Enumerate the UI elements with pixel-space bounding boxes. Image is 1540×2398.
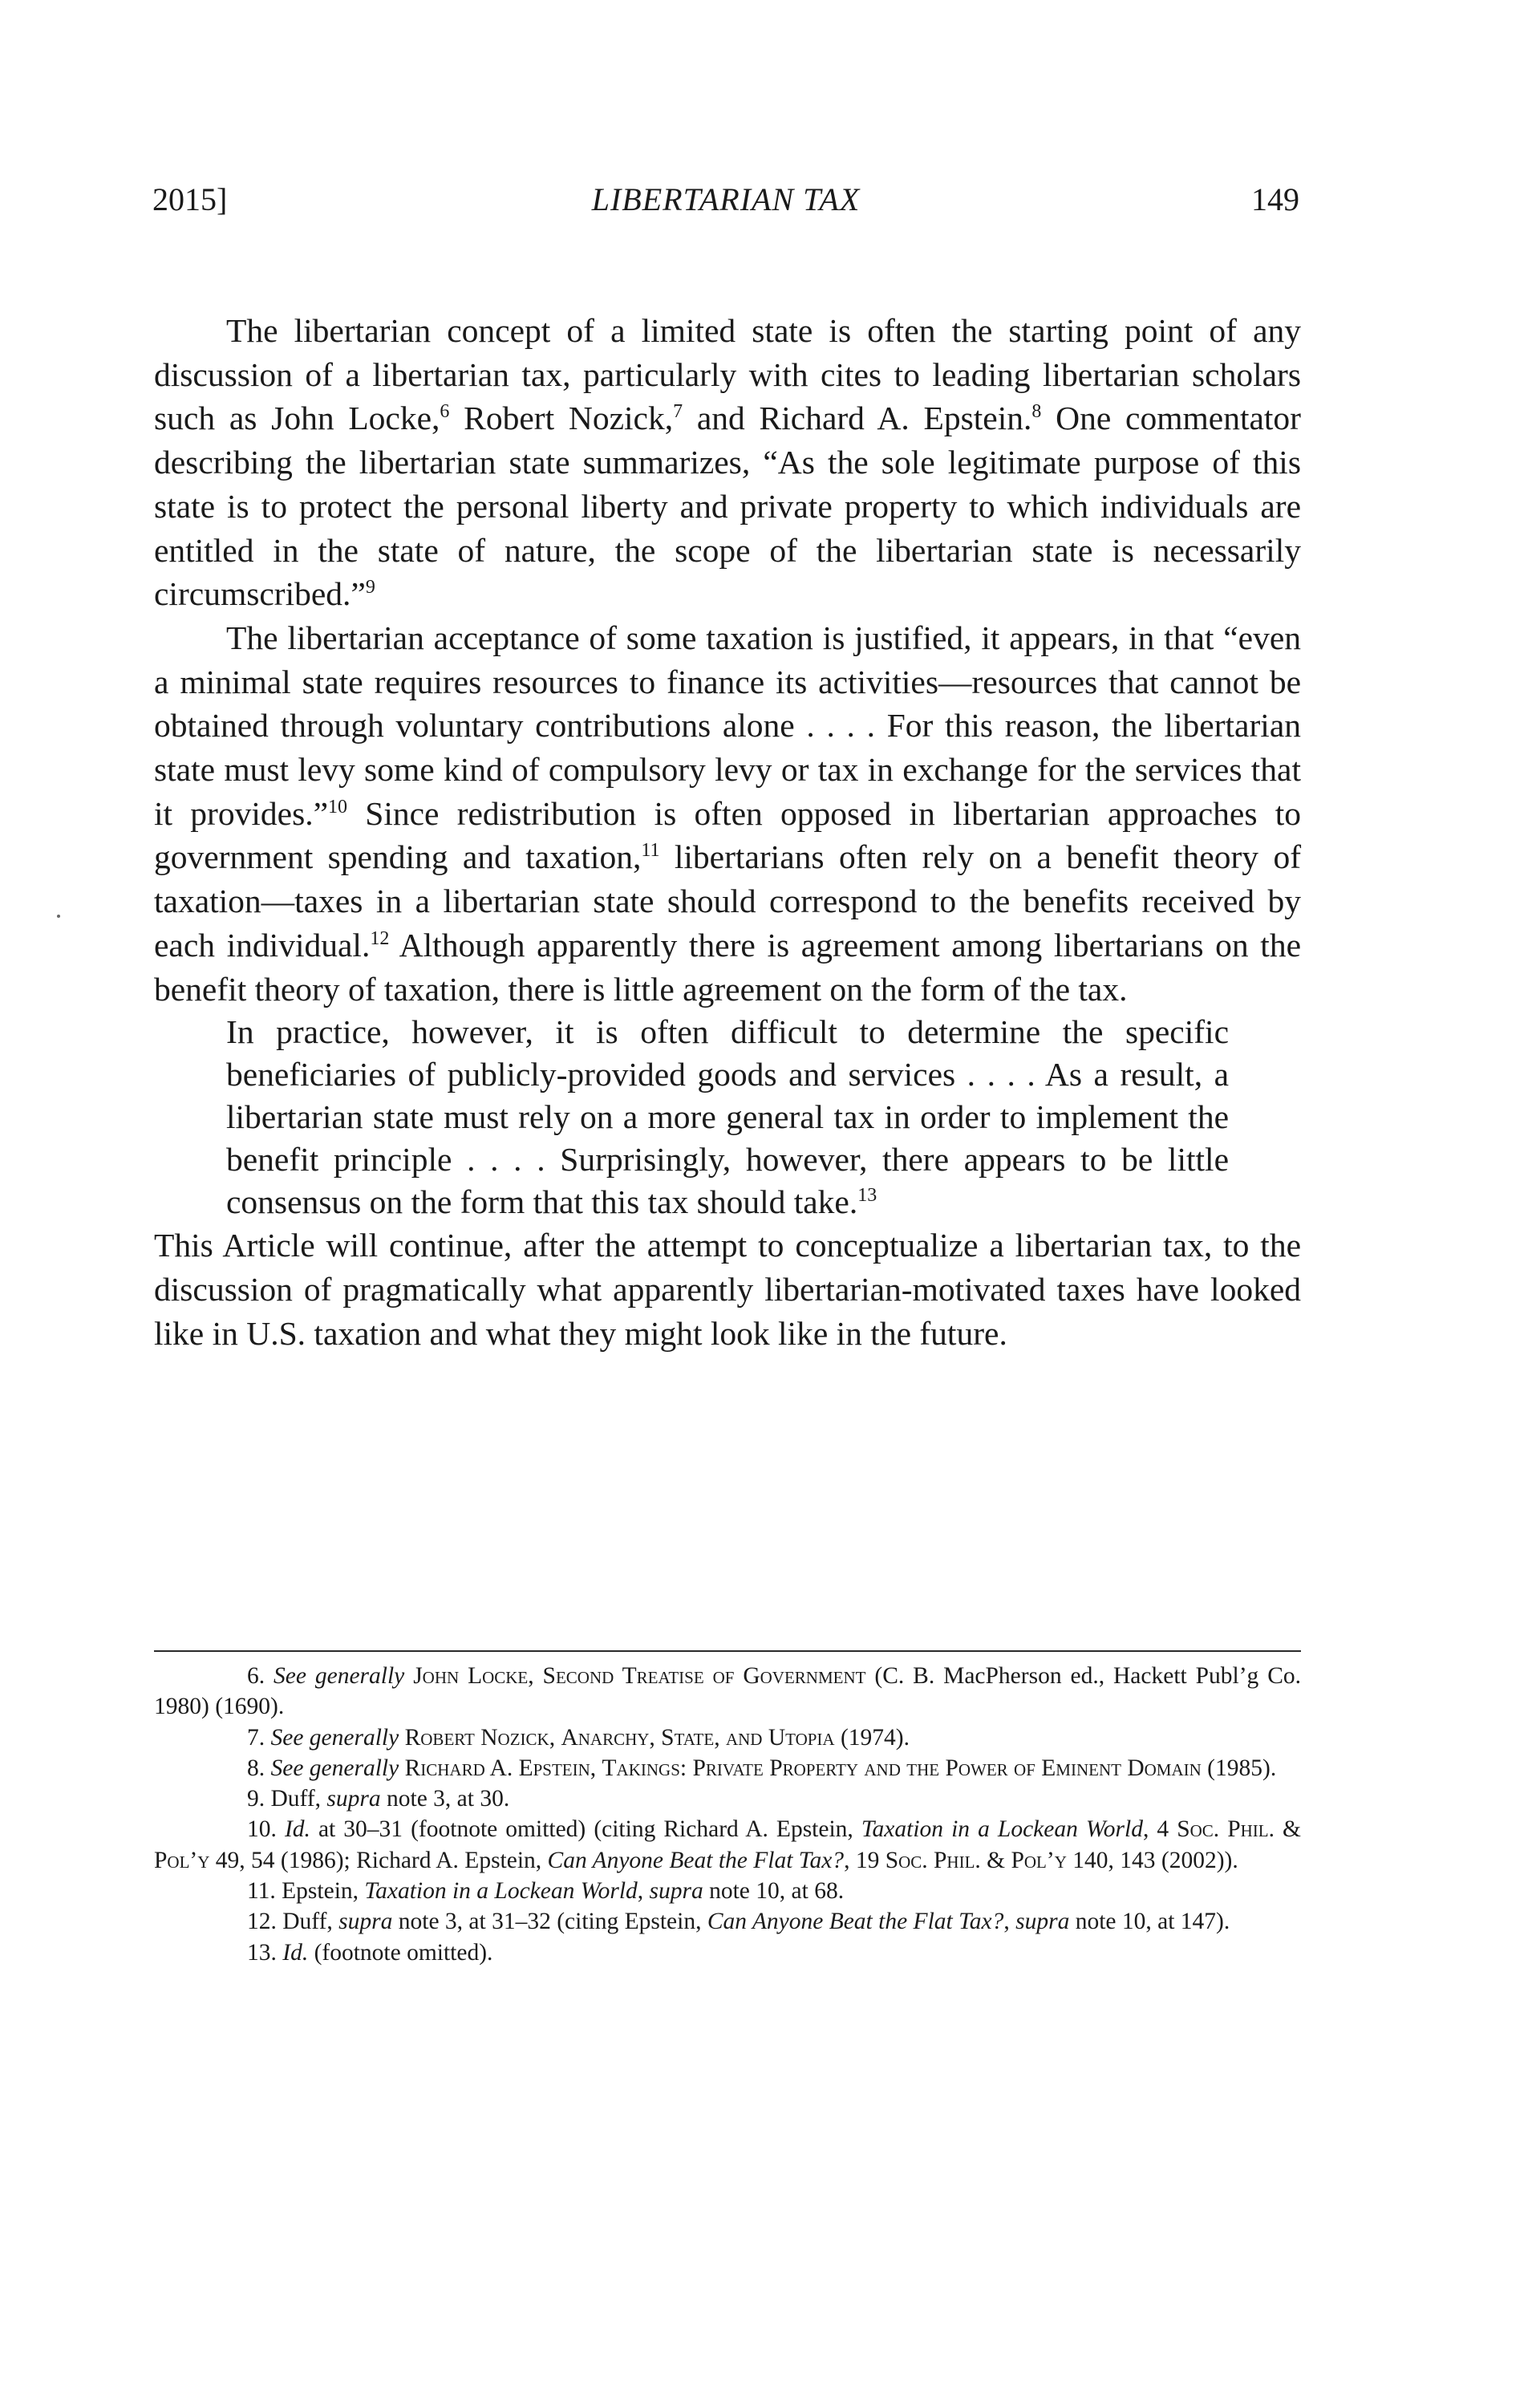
scan-speck (57, 915, 60, 918)
footnote-12: 12. Duff, supra note 3, at 31–32 (citing Epstein, Can Anyone Beat the Flat Tax?, supra note 10, at 147). (247, 1909, 1230, 1935)
footnote-ref-9[interactable]: 9 (365, 577, 375, 598)
footnote-separator (154, 1650, 1301, 1652)
footnote-ref-8[interactable]: 8 (1031, 401, 1042, 423)
footnotes (154, 1661, 1301, 1968)
main-text (154, 309, 1301, 1355)
paragraph-2: The libertarian acceptance of some taxation is justified, it appears, in that “even a minimal state requires resources to finance its activities—resources that cannot be obtained through voluntary contributions alone . . . . For this reason, the libertarian state must levy some kind of compulsory levy or tax in exchange for the services that it provides.”$^{10}$ Since redistribution is often opposed in libertarian approaches to government spending and taxation,$^{11}$ libertarians often rely on a benefit theory of taxation—taxes in a libertarian state should correspond to the benefits received by each individual.$^{12}$ Although apparently there is agreement among libertarians on the benefit theory of taxation, there is little agreement on the form of the tax. (154, 619, 1302, 1008)
header-title: LIBERTARIAN TAX (591, 181, 861, 217)
footnote-ref-10[interactable]: 10 (328, 796, 348, 818)
footnote-11: 11. Epstein, Taxation in a Lockean World, supra note 10, at 68. (247, 1878, 845, 1905)
page-number: 149 (1251, 181, 1299, 217)
footnote-7: 7. See generally Robert Nozick, Anarchy, State, and Utopia (1974). (247, 1724, 910, 1751)
footnote-ref-6[interactable]: 6 (440, 401, 450, 423)
paragraph-1: The libertarian concept of a limited state is often the starting point of any discussion of a libertarian tax, particularly with cites to leading libertarian scholars such as John Locke,$^6$ Robert Nozick,$^7$ and Richard A. Epstein.$^8$ One commentator describing the libertarian state summarizes, “As the sole legitimate purpose of this state is to protect the personal liberty and private property to which individuals are entitled in the state of nature, the scope of the libertarian state is necessarily circumscribed.”$^9$ (154, 312, 1301, 613)
footnote-ref-13[interactable]: 13 (857, 1185, 877, 1207)
paragraph-3: This Article will continue, after the attempt to conceptualize a libertarian tax, to the discussion of pragmatically what apparently libertarian-motivated taxes have looked like in U.S. taxation and what they might look like in the future. (154, 1227, 1301, 1352)
footnote-8: 8. See generally Richard A. Epstein, Takings: Private Property and the Power of Eminent Domain (1985). (247, 1755, 1277, 1781)
footnote-6: 6. See generally John Locke, Second Treatise of Government (C. B. MacPherson ed., Hackett Publ’g Co. 1980) (1690). (154, 1663, 1302, 1720)
footnote-13: 13. Id. (footnote omitted). (247, 1939, 493, 1966)
block-quote: In practice, however, it is often difficult to determine the specific beneficiaries of publicly-provided goods and services . . . . As a result, a libertarian state must rely on a more general tax in order to implement the benefit principle . . . . Surprisingly, however, there appears to be little consensus on the form that this tax should take.$^{13}$ (226, 1013, 1229, 1221)
footnote-ref-7[interactable]: 7 (673, 401, 683, 423)
footnote-ref-12[interactable]: 12 (370, 928, 390, 950)
footnote-10: 10. Id. at 30–31 (footnote omitted) (citing Richard A. Epstein, Taxation in a Lockean World, 4 Soc. Phil. & Pol’y 49, 54 (1986); Richard A. Epstein, Can Anyone Beat the Flat Tax?, 19 Soc. Phil. & Pol’y 140, 143 (2002)). (154, 1816, 1302, 1873)
header-year: 2015] (152, 181, 228, 217)
footnote-9: 9. Duff, supra note 3, at 30. (247, 1786, 510, 1812)
footnote-ref-11[interactable]: 11 (641, 840, 660, 862)
running-header (152, 181, 1299, 229)
